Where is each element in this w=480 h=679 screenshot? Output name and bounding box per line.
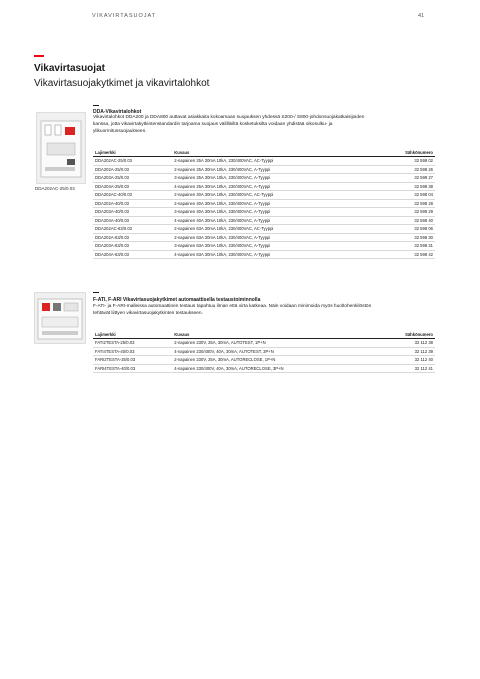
column-header: Kuvaus bbox=[172, 148, 369, 157]
electrical-number-cell: 32 598 31 bbox=[369, 242, 435, 251]
product-code-cell: FARI4TESTA-40/0.03 bbox=[93, 364, 172, 373]
column-header: Lajimerkki bbox=[93, 330, 172, 339]
table-row bbox=[93, 364, 435, 373]
description-cell: 4-napainen 40A 30mA 10kA, 230/400VAC, A-Tyyppi bbox=[172, 216, 369, 225]
column-header: Lajimerkki bbox=[93, 148, 172, 157]
section-dash bbox=[93, 292, 99, 293]
table-row bbox=[93, 174, 435, 183]
table-row bbox=[93, 182, 435, 191]
product-code-cell: DDA203A-40/0.03 bbox=[93, 208, 172, 217]
table-row bbox=[93, 199, 435, 208]
electrical-number-cell: 32 598 26 bbox=[369, 165, 435, 174]
description-cell: 2-napainen 25A 30mA 10kA, 230/400VAC, A-Tyyppi bbox=[172, 165, 369, 174]
page-title: Vikavirtasuojat bbox=[34, 63, 105, 74]
dda-table bbox=[93, 148, 435, 259]
description-cell: 4-napainen 25A 30mA 10kA, 230/400VAC, A-Tyyppi bbox=[172, 182, 369, 191]
page-header-title: VIKAVIRTASUOJAT bbox=[92, 13, 157, 19]
description-cell: 4-napainen 230/400V, 40A, 30mA, AUTORECLOSE, 3P+N bbox=[172, 364, 369, 373]
column-header: Kuvaus bbox=[172, 330, 369, 339]
table-row bbox=[93, 339, 435, 348]
electrical-number-cell: 32 598 06 bbox=[369, 225, 435, 234]
electrical-number-cell: 32 598 29 bbox=[369, 208, 435, 217]
electrical-number-cell: 32 598 42 bbox=[369, 250, 435, 259]
table-row bbox=[93, 242, 435, 251]
description-cell: 2-napainen 230V, 25A, 30mA, AUTORECLOSE, 1P+N bbox=[172, 356, 369, 365]
section1-description: Vikavirtalohkot DDA200 ja DDA800 auttavat asiakkaita kokoamaan suojauksen yhdessä S200-/ S800-johdonsuojakatkaisijoiden kanssa, jotta vikavirtakytkintenstandardin tarjoama suojaus välillisiltä kosketuksilta voidaan yhdistää oikosulku- ja ylikuormitussuojaukseen. bbox=[93, 115, 365, 134]
description-cell: 2-napainen 63A 30mA 10kA, 230/400VAC, A-Tyyppi bbox=[172, 233, 369, 242]
description-cell: 2-napainen 40A 30mA 10kA, 230/400VAC, A-Tyyppi bbox=[172, 199, 369, 208]
section-dash bbox=[93, 105, 99, 106]
product-code-cell: FARI2TESTA-25/0.03 bbox=[93, 356, 172, 365]
product-code-cell: FATI4TESTA-40/0.03 bbox=[93, 347, 172, 356]
rcd-autotest-icon bbox=[35, 293, 85, 343]
accent-bar bbox=[34, 55, 44, 57]
description-cell: 4-napainen 230/400V, 40A, 30mA, AUTOTEST, 3P+N bbox=[172, 347, 369, 356]
product-code-cell: DDA204A-63/0.03 bbox=[93, 250, 172, 259]
electrical-number-cell: 32 598 40 bbox=[369, 216, 435, 225]
description-cell: 2-napainen 63A 30mA 10kA, 230/400VAC, AC-Tyyppi bbox=[172, 225, 369, 234]
product-code-cell: DDA202A-40/0.03 bbox=[93, 199, 172, 208]
product-code-cell: DDA202A-63/0.03 bbox=[93, 233, 172, 242]
section1-heading: DDA-Vikavirtalohkot bbox=[93, 109, 142, 115]
description-cell: 3-napainen 25A 30mA 10kA, 230/400VAC, A-Tyyppi bbox=[172, 174, 369, 183]
table-row bbox=[93, 356, 435, 365]
table-row bbox=[93, 347, 435, 356]
product-code-cell: DDA203A-25/0.03 bbox=[93, 174, 172, 183]
product-code-cell: DDA202A-25/0.03 bbox=[93, 165, 172, 174]
description-cell: 2-napainen 40A 30mA 10kA, 230/400VAC, AC-Tyyppi bbox=[172, 191, 369, 200]
fati-table bbox=[93, 330, 435, 373]
product-code-cell: FATI2TESTA-25/0.03 bbox=[93, 339, 172, 348]
electrical-number-cell: 32 112 39 bbox=[370, 347, 435, 356]
description-cell: 3-napainen 63A 30mA 10kA, 230/400VAC, A-Tyyppi bbox=[172, 242, 369, 251]
table-header-row bbox=[93, 330, 435, 339]
dda-product-image bbox=[36, 112, 86, 184]
table-row bbox=[93, 191, 435, 200]
electrical-number-cell: 32 112 38 bbox=[370, 339, 435, 348]
electrical-number-cell: 32 598 38 bbox=[369, 182, 435, 191]
page-subtitle: Vikavirtasuojakytkimet ja vikavirtalohkot bbox=[34, 78, 210, 89]
table-row bbox=[93, 250, 435, 259]
table-row bbox=[93, 216, 435, 225]
product-code-cell: DDA203A-63/0.03 bbox=[93, 242, 172, 251]
electrical-number-cell: 32 598 02 bbox=[369, 157, 435, 166]
product-code-cell: DDA204A-40/0.03 bbox=[93, 216, 172, 225]
description-cell: 2-napainen 230V, 25A, 30mA, AUTOTEST, 1P+N bbox=[172, 339, 369, 348]
description-cell: 4-napainen 63A 30mA 10kA, 230/400VAC, A-Tyyppi bbox=[172, 250, 369, 259]
electrical-number-cell: 32 112 40 bbox=[370, 356, 435, 365]
dda-image-caption: DDA202AC-25/0.03 bbox=[35, 186, 75, 191]
section2-description: F-ATI- ja F-ARI-malleissa automaattinen testaus tapahtuu ilman että virta katkeaa. Näin voidaan minimoida myös huoltohenkilöstön tehtävät liittyen vikavirtasuojakytkinten testaukseen. bbox=[93, 304, 372, 316]
table-row bbox=[93, 208, 435, 217]
product-code-cell: DDA202AC-40/0.03 bbox=[93, 191, 172, 200]
column-header: Sähkönumero bbox=[370, 330, 435, 339]
section2-heading: F-ATI, F-ARI Vikavirtasuojakytkimet automaattisella testaustoiminnolla bbox=[93, 297, 261, 303]
electrical-number-cell: 32 598 30 bbox=[369, 233, 435, 242]
fati-product-image bbox=[34, 292, 86, 344]
description-cell: 2-napainen 25A 30mA 10kA, 230/400VAC, AC-Tyyppi bbox=[172, 157, 369, 166]
electrical-number-cell: 32 598 27 bbox=[369, 174, 435, 183]
product-code-cell: DDA202AC-63/0.03 bbox=[93, 225, 172, 234]
product-code-cell: DDA202AC-25/0.03 bbox=[93, 157, 172, 166]
table-header-row bbox=[93, 148, 435, 157]
residual-current-block-icon bbox=[37, 113, 85, 183]
electrical-number-cell: 32 598 04 bbox=[369, 191, 435, 200]
table-row bbox=[93, 157, 435, 166]
table-row bbox=[93, 225, 435, 234]
description-cell: 3-napainen 40A 30mA 10kA, 230/400VAC, A-Tyyppi bbox=[172, 208, 369, 217]
product-code-cell: DDA204A-25/0.03 bbox=[93, 182, 172, 191]
table-row bbox=[93, 165, 435, 174]
electrical-number-cell: 32 112 41 bbox=[370, 364, 435, 373]
column-header: Sähkönumero bbox=[369, 148, 435, 157]
electrical-number-cell: 32 598 28 bbox=[369, 199, 435, 208]
page-number: 41 bbox=[418, 13, 425, 19]
table-row bbox=[93, 233, 435, 242]
